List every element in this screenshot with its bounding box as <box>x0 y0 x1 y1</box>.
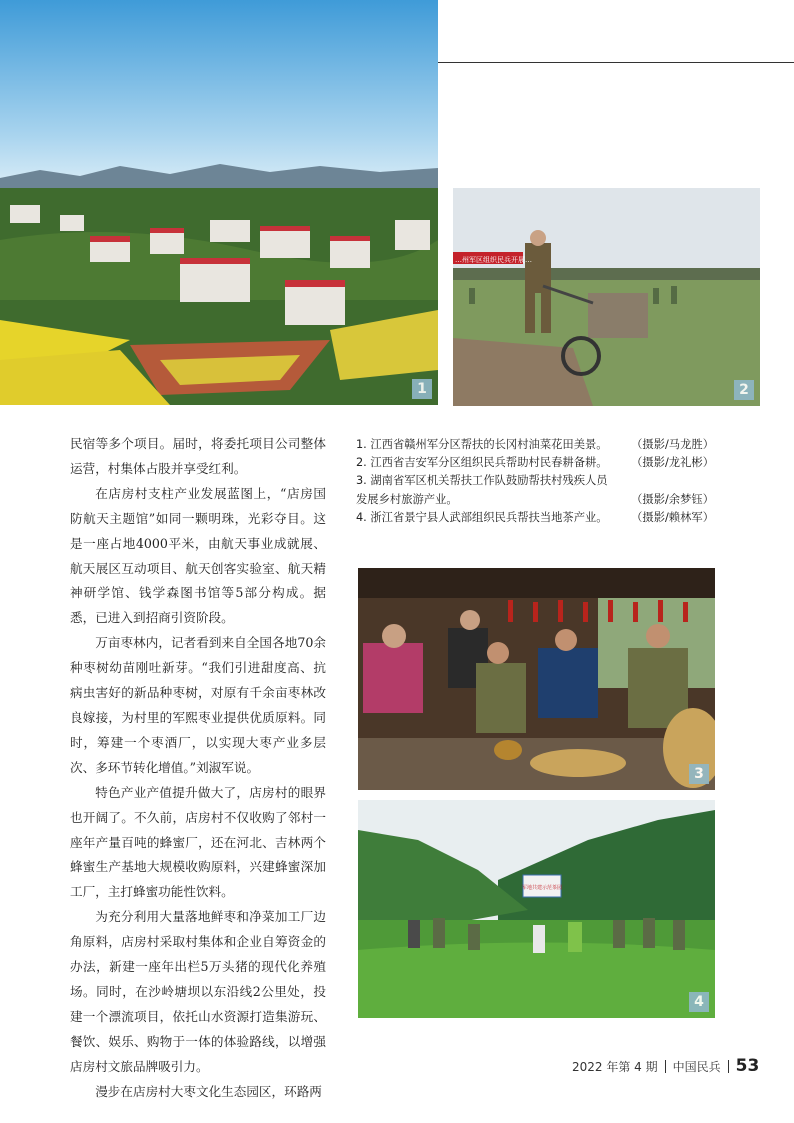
caption-credit: （摄影/马龙胜） <box>631 438 714 451</box>
sign-text: 军地共建示范茶园 <box>521 885 563 891</box>
photo-4-tea-garden <box>358 800 715 1018</box>
banner-text: …州军区组织民兵开展… <box>455 256 532 264</box>
photo-number-badge: 1 <box>412 379 432 399</box>
photo-number-badge: 2 <box>734 380 754 400</box>
caption-row <box>356 454 714 472</box>
photo-2-spring-plowing <box>453 188 760 406</box>
photo-3-bamboo-weaving <box>358 568 715 790</box>
photo-number-badge: 4 <box>689 992 709 1012</box>
caption-row <box>356 491 714 509</box>
issue-label: 2022 年第 4 期 <box>572 1059 658 1074</box>
magazine-name: 中国民兵 <box>672 1059 721 1074</box>
page-footer <box>572 1056 759 1076</box>
top-divider-line <box>438 62 794 63</box>
photo-1-village-aerial <box>0 0 438 405</box>
footer-divider <box>665 1060 666 1073</box>
caption-row <box>356 472 714 490</box>
caption-credit: （摄影/龙礼彬） <box>631 456 714 470</box>
body-paragraph: 特色产业产值提升做大了，店房村的眼界也开阔了。不久前，店房村不仅收购了邻村一座年产量百吨的蜂蜜厂，还在河北、吉林两个蜂蜜生产基地大规模收购原料，兴建蜂蜜深加工厂，主打蜂蜜功能性饮料。 <box>70 784 326 900</box>
caption-row <box>356 509 714 527</box>
caption-text: 2. 江西省吉安军分区组织民兵帮助村民春耕备耕。 <box>356 456 608 470</box>
caption-row <box>356 436 714 454</box>
article-body-column <box>70 432 326 1104</box>
body-paragraph: 民宿等多个项目。届时，将委托项目公司整体运营，村集体占股并享受红利。 <box>70 436 326 476</box>
caption-text: 4. 浙江省景宁县人武部组织民兵帮扶当地茶产业。 <box>356 510 608 524</box>
caption-text: 发展乡村旅游产业。 <box>356 492 458 506</box>
photo-number-badge: 3 <box>689 764 709 784</box>
footer-divider <box>728 1060 729 1073</box>
caption-credit: （摄影/余梦钰） <box>631 492 714 506</box>
body-paragraph: 为充分利用大量落地鲜枣和净菜加工厂边角原料，店房村采取村集体和企业自筹资金的办法，新建一座年出栏5万头猪的现代化养殖场。同时，在沙岭塘坝以东沿线2公里处，投建一个漂流项目，依托山水资源打造集游玩、餐饮、娱乐、购物于一体的体验路线，以增强店房村文旅品牌吸引力。 <box>70 909 326 1074</box>
body-paragraph: 万亩枣林内，记者看到来自全国各地70余种枣树幼苗刚吐新芽。“我们引进甜度高、抗病虫害好的新品种枣树，对原有千余亩枣林改良嫁接，为村里的军熙枣业提供优质原料。同时，筹建一个枣酒厂，以实现大枣产业多层次、多环节转化增值。”刘淑军说。 <box>70 635 326 775</box>
caption-text: 3. 湖南省军区机关帮扶工作队鼓励帮扶村残疾人员 <box>356 474 608 488</box>
photo-captions <box>356 436 714 527</box>
body-paragraph: 在店房村支柱产业发展蓝图上，“店房国防航天主题馆”如同一颗明珠，光彩夺目。这是一座占地4000平米，由航天事业成就展、航天展区互动项目、航天创客实验室、航天精神研学馆、钱学森图书馆等5部分构成。据悉，已进入到招商引资阶段。 <box>70 485 326 626</box>
body-paragraph: 漫步在店房村大枣文化生态园区，环路两 <box>95 1083 322 1099</box>
page-number: 53 <box>735 1056 760 1076</box>
caption-text: 1. 江西省赣州军分区帮扶的长冈村油菜花田美景。 <box>356 438 608 451</box>
caption-credit: （摄影/赖林军） <box>631 510 714 524</box>
